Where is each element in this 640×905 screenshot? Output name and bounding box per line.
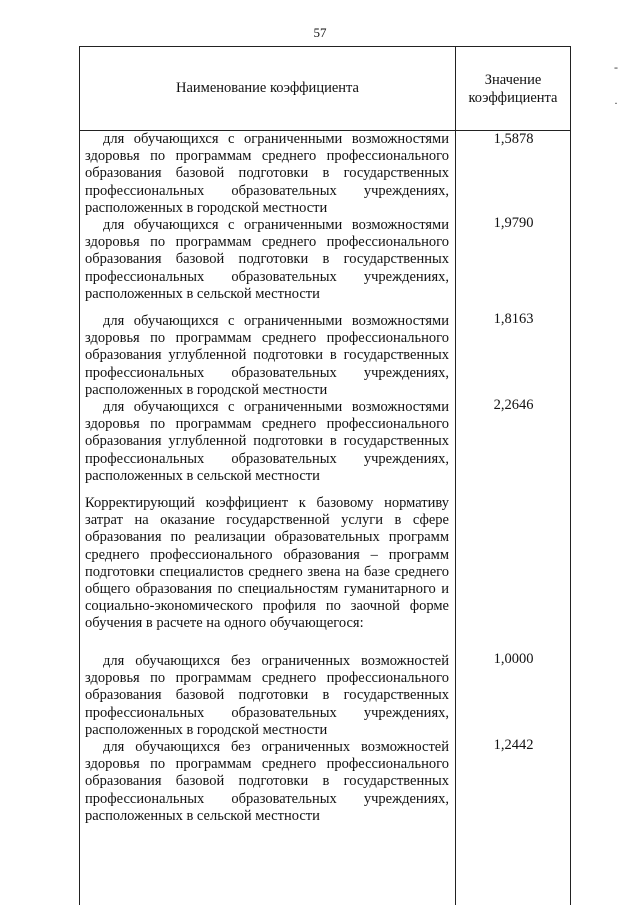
table-row	[85, 131, 449, 217]
table-row	[85, 739, 449, 825]
section-heading-text: Корректирующий коэффициент к базовому нормативу затрат на оказание государственной услуги в сфере образования по реализации образовательных программ среднего профессионального образования – программ подготовки специалистов среднего звена на базе среднего общего образования по специальностям гуманитарного и социально-экономического профиля по заочной форме обучения в расчете на одного обучающегося:	[85, 495, 449, 632]
scan-mark: ·	[614, 96, 618, 110]
header-name-cell: Наименование коэффициента	[80, 47, 456, 130]
value-column	[456, 131, 570, 905]
table-row	[85, 653, 449, 739]
row-value: 1,2442	[493, 737, 534, 753]
row-value: 2,2646	[493, 397, 534, 413]
row-value: 1,0000	[493, 651, 534, 667]
header-value-cell: Значение коэффициента	[468, 71, 558, 106]
row-text: для обучающихся с ограниченными возможностями здоровья по программам среднего профессионального образования базовой подготовки в государственных профессиональных образовательных учреждениях, расположенных в сельской местности	[85, 217, 449, 302]
row-text: для обучающихся с ограниченными возможностями здоровья по программам среднего профессионального образования углубленной подготовки в государственных профессиональных образовательных учреждениях, расположенных в сельской местности	[85, 399, 449, 484]
row-text: для обучающихся без ограниченных возможностей здоровья по программам среднего профессионального образования базовой подготовки в государственных профессиональных образовательных учреждениях, расположенных в городской местности	[85, 653, 449, 738]
row-value: 1,5878	[493, 131, 534, 147]
table-row	[85, 399, 449, 485]
table-row	[85, 313, 449, 399]
table-row	[85, 217, 449, 303]
scan-mark: -	[614, 60, 618, 74]
coefficient-table	[79, 46, 571, 905]
row-value: 1,8163	[493, 311, 534, 327]
table-body	[80, 131, 570, 905]
table-header	[80, 46, 570, 131]
row-text: для обучающихся с ограниченными возможностями здоровья по программам среднего профессионального образования углубленной подготовки в государственных профессиональных образовательных учреждениях, расположенных в городской местности	[85, 313, 449, 398]
row-text: для обучающихся без ограниченных возможностей здоровья по программам среднего профессионального образования базовой подготовки в государственных профессиональных образовательных учреждениях, расположенных в сельской местности	[85, 739, 449, 824]
page-number: 57	[313, 25, 327, 40]
row-text: для обучающихся с ограниченными возможностями здоровья по программам среднего профессионального образования базовой подготовки в государственных профессиональных образовательных учреждениях, расположенных в городской местности	[85, 131, 449, 216]
section-heading	[85, 495, 449, 633]
row-value: 1,9790	[493, 215, 534, 231]
